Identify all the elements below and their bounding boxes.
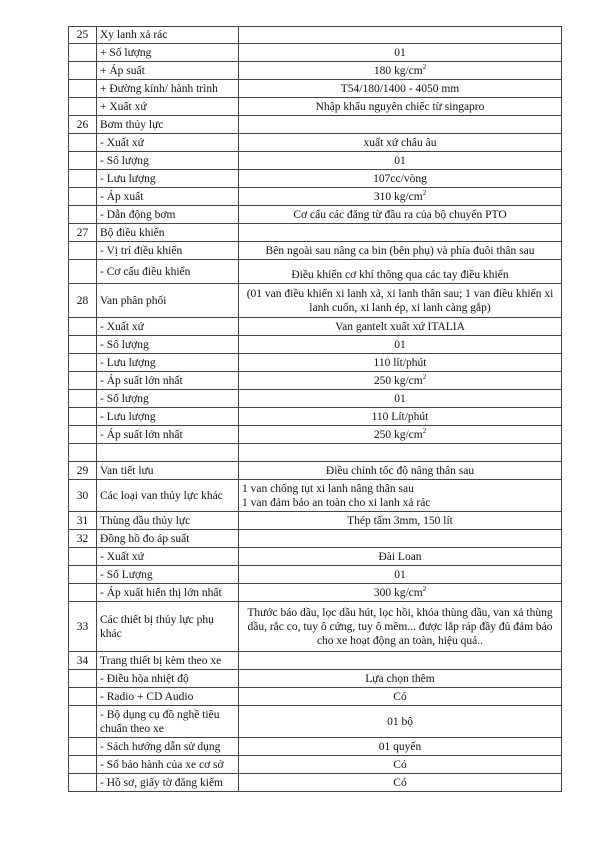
item-value: Lựa chọn thêm xyxy=(365,672,435,685)
item-value-cell xyxy=(239,530,562,548)
item-value: 310 kg/cm xyxy=(373,190,423,203)
table-row xyxy=(69,284,562,318)
item-value-cell xyxy=(239,426,562,444)
item-value-cell xyxy=(239,152,562,170)
item-number xyxy=(69,62,97,80)
item-number xyxy=(69,188,97,206)
item-value-cell xyxy=(239,652,562,670)
item-number xyxy=(69,44,97,62)
item-label: - Số lượng xyxy=(97,390,239,408)
item-number xyxy=(69,98,97,116)
table-row xyxy=(69,584,562,602)
item-value: Có xyxy=(393,758,407,771)
item-label: Xy lanh xả rác xyxy=(97,27,239,44)
item-label: - Xuất xứ xyxy=(97,548,239,566)
table-row xyxy=(69,98,562,116)
table-row xyxy=(69,670,562,688)
item-label xyxy=(97,444,239,462)
item-label: Trang thiết bị kèm theo xe xyxy=(97,652,239,670)
table-row xyxy=(69,80,562,98)
table-row xyxy=(69,318,562,336)
item-number xyxy=(69,426,97,444)
item-value: 01 quyển xyxy=(378,740,422,753)
item-value-cell xyxy=(239,444,562,462)
unit-superscript: 2 xyxy=(422,62,427,71)
table-row xyxy=(69,462,562,480)
item-value-cell xyxy=(239,756,562,774)
item-number xyxy=(69,774,97,792)
table-row xyxy=(69,354,562,372)
table-row xyxy=(69,390,562,408)
item-label: - Dẫn động bơm xyxy=(97,206,239,224)
item-label: - Xuất xứ xyxy=(97,318,239,336)
item-value-cell xyxy=(239,738,562,756)
item-value-cell xyxy=(239,62,562,80)
item-label: Van phân phối xyxy=(97,284,239,318)
item-label: Đồng hồ đo áp suất xyxy=(97,530,239,548)
item-value-cell xyxy=(239,584,562,602)
table-row xyxy=(69,602,562,652)
item-number xyxy=(69,260,97,284)
item-number xyxy=(69,408,97,426)
item-number xyxy=(69,336,97,354)
item-value-cell xyxy=(239,774,562,792)
table-row xyxy=(69,152,562,170)
item-number xyxy=(69,318,97,336)
unit-superscript: 2 xyxy=(422,584,427,593)
item-value-cell xyxy=(239,224,562,242)
table-row xyxy=(69,116,562,134)
item-value: 1 van chống tụt xi lanh nâng thân sau 1 van đảm bảo an toàn cho xi lanh xả rác xyxy=(242,482,431,509)
item-value-cell xyxy=(239,98,562,116)
item-label: - Áp suất lớn nhất xyxy=(97,372,239,390)
item-value-cell xyxy=(239,134,562,152)
item-number xyxy=(69,584,97,602)
item-value-cell xyxy=(239,27,562,44)
item-label: Các loại van thủy lực khác xyxy=(97,480,239,512)
table-row xyxy=(69,134,562,152)
item-label: Bộ điều khiển xyxy=(97,224,239,242)
item-label: - Số lượng xyxy=(97,152,239,170)
item-label: Van tiết lưu xyxy=(97,462,239,480)
item-number xyxy=(69,566,97,584)
item-value: xuất xứ châu âu xyxy=(363,136,437,149)
item-number: 31 xyxy=(69,512,97,530)
item-value: 250 kg/cm xyxy=(373,428,423,441)
item-value: 300 kg/cm xyxy=(373,586,423,599)
item-value: Van gantelt xuất xứ ITALIA xyxy=(335,320,465,333)
item-value-cell xyxy=(239,602,562,652)
item-label: - Sổ bảo hành của xe cơ sở xyxy=(97,756,239,774)
item-label: + Số lượng xyxy=(97,44,239,62)
item-label: - Áp suất lớn nhất xyxy=(97,426,239,444)
item-number xyxy=(69,134,97,152)
table-row xyxy=(69,688,562,706)
table-row xyxy=(69,408,562,426)
item-number xyxy=(69,548,97,566)
table-row xyxy=(69,738,562,756)
item-value-cell xyxy=(239,206,562,224)
item-value-cell xyxy=(239,116,562,134)
item-number xyxy=(69,152,97,170)
item-value: 01 xyxy=(394,568,406,581)
item-number: 25 xyxy=(69,27,97,44)
table-row xyxy=(69,774,562,792)
item-number xyxy=(69,706,97,738)
item-value: Điều chỉnh tốc độ nâng thân sau xyxy=(325,464,475,477)
item-label: - Radio + CD Audio xyxy=(97,688,239,706)
table-row xyxy=(69,170,562,188)
item-value-cell xyxy=(239,670,562,688)
item-number: 34 xyxy=(69,652,97,670)
item-number: 30 xyxy=(69,480,97,512)
table-row xyxy=(69,566,562,584)
item-label: Các thiết bị thủy lực phụ khác xyxy=(97,602,239,652)
item-value: 180 kg/cm xyxy=(373,64,423,77)
item-label: - Áp xuất hiển thị lớn nhất xyxy=(97,584,239,602)
item-label: - Lưu lượng xyxy=(97,354,239,372)
item-number: 29 xyxy=(69,462,97,480)
table-row xyxy=(69,336,562,354)
item-number xyxy=(69,444,97,462)
specification-table-body xyxy=(69,27,562,792)
item-value: Cơ cấu các đăng từ đầu ra của bộ chuyển PTO xyxy=(293,208,507,221)
item-value-cell xyxy=(239,480,562,512)
item-value-cell xyxy=(239,548,562,566)
item-value-cell xyxy=(239,318,562,336)
unit-superscript: 2 xyxy=(422,188,427,197)
item-label: - Xuất xứ xyxy=(97,134,239,152)
item-value: 250 kg/cm xyxy=(373,374,423,387)
item-value: Bên ngoài sau nâng ca bin (bên phụ) và phía đuôi thân sau xyxy=(265,244,535,257)
item-value-cell xyxy=(239,372,562,390)
item-number xyxy=(69,670,97,688)
item-value: 107cc/vòng xyxy=(373,172,427,185)
item-label: - Điều hòa nhiệt độ xyxy=(97,670,239,688)
item-value-cell xyxy=(239,80,562,98)
table-row xyxy=(69,206,562,224)
table-row xyxy=(69,444,562,462)
item-value-cell xyxy=(239,260,562,284)
item-number xyxy=(69,688,97,706)
item-value: T54/180/1400 - 4050 mm xyxy=(340,82,460,95)
table-row xyxy=(69,756,562,774)
table-row xyxy=(69,652,562,670)
item-value: Điều khiển cơ khí thông qua các tay điều khiển xyxy=(291,269,509,281)
table-row xyxy=(69,530,562,548)
item-number: 33 xyxy=(69,602,97,652)
item-value: Đài Loan xyxy=(378,550,422,563)
item-value-cell xyxy=(239,188,562,206)
item-value: Có xyxy=(393,776,407,789)
item-value: Có xyxy=(393,690,407,703)
unit-superscript: 2 xyxy=(422,426,427,435)
item-number xyxy=(69,354,97,372)
item-value-cell xyxy=(239,354,562,372)
item-value-cell xyxy=(239,170,562,188)
item-value: 01 xyxy=(394,154,406,167)
item-value: 01 xyxy=(394,392,406,405)
table-row xyxy=(69,372,562,390)
item-number: 28 xyxy=(69,284,97,318)
item-label: - Hồ sơ, giấy tờ đăng kiểm xyxy=(97,774,239,792)
table-row xyxy=(69,260,562,284)
item-number xyxy=(69,390,97,408)
item-number xyxy=(69,738,97,756)
item-label: + Đường kính/ hành trình xyxy=(97,80,239,98)
table-row xyxy=(69,512,562,530)
item-value-cell xyxy=(239,408,562,426)
item-value: Nhập khẩu nguyên chiếc từ singapro xyxy=(315,100,485,113)
item-value-cell xyxy=(239,688,562,706)
table-row xyxy=(69,224,562,242)
item-value-cell xyxy=(239,336,562,354)
table-row xyxy=(69,706,562,738)
table-row xyxy=(69,480,562,512)
table-row xyxy=(69,188,562,206)
item-number: 27 xyxy=(69,224,97,242)
table-row xyxy=(69,44,562,62)
item-number xyxy=(69,206,97,224)
item-value-cell xyxy=(239,706,562,738)
item-label: - Số lượng xyxy=(97,336,239,354)
item-value: 01 xyxy=(394,338,406,351)
item-label: Bơm thủy lực xyxy=(97,116,239,134)
item-number: 32 xyxy=(69,530,97,548)
item-value-cell xyxy=(239,462,562,480)
item-number xyxy=(69,756,97,774)
item-label: - Vị trí điều khiển xyxy=(97,242,239,260)
item-value-cell xyxy=(239,390,562,408)
item-value-cell xyxy=(239,242,562,260)
item-label: - Lưu lượng xyxy=(97,408,239,426)
item-value: 110 lít/phút xyxy=(373,356,427,369)
item-label: + Xuất xứ xyxy=(97,98,239,116)
table-row xyxy=(69,242,562,260)
item-number xyxy=(69,242,97,260)
item-label: + Áp suất xyxy=(97,62,239,80)
item-value: (01 van điều khiển xi lanh xả, xi lanh thân sau; 1 van điều khiển xi lanh cuốn, xi lanh ép, xi lanh càng gắp) xyxy=(246,287,554,314)
item-label: - Số Lượng xyxy=(97,566,239,584)
table-row xyxy=(69,426,562,444)
item-value: 01 bộ xyxy=(387,715,413,728)
item-label: - Sách hướng dẫn sử dụng xyxy=(97,738,239,756)
table-row xyxy=(69,62,562,80)
item-label: - Lưu lượng xyxy=(97,170,239,188)
item-value: 110 Lít/phút xyxy=(371,410,429,423)
table-row xyxy=(69,548,562,566)
unit-superscript: 2 xyxy=(422,372,427,381)
item-number xyxy=(69,170,97,188)
specification-table xyxy=(68,26,562,792)
item-value: 01 xyxy=(394,46,406,59)
item-label: Thùng dầu thủy lực xyxy=(97,512,239,530)
item-value-cell xyxy=(239,512,562,530)
item-value-cell xyxy=(239,44,562,62)
item-value: Thước báo dầu, lọc dầu hút, lọc hồi, khóa thùng dầu, van xả thùng dầu, rắc co, tuy ô cứng, tuy ô mềm... được lắp ráp đầy đủ đảm bảo cho xe hoạt động an toàn, hiệu quả.. xyxy=(247,606,553,647)
item-label: - Bộ dụng cụ đồ nghề tiêu chuẩn theo xe xyxy=(97,706,239,738)
item-number: 26 xyxy=(69,116,97,134)
item-value-cell xyxy=(239,284,562,318)
item-number xyxy=(69,80,97,98)
item-value-cell xyxy=(239,566,562,584)
item-label: - Áp xuất xyxy=(97,188,239,206)
table-row xyxy=(69,27,562,44)
item-value: Thép tấm 3mm, 150 lít xyxy=(347,514,453,527)
item-number xyxy=(69,372,97,390)
item-label: - Cơ cấu điều khiển xyxy=(97,260,239,284)
